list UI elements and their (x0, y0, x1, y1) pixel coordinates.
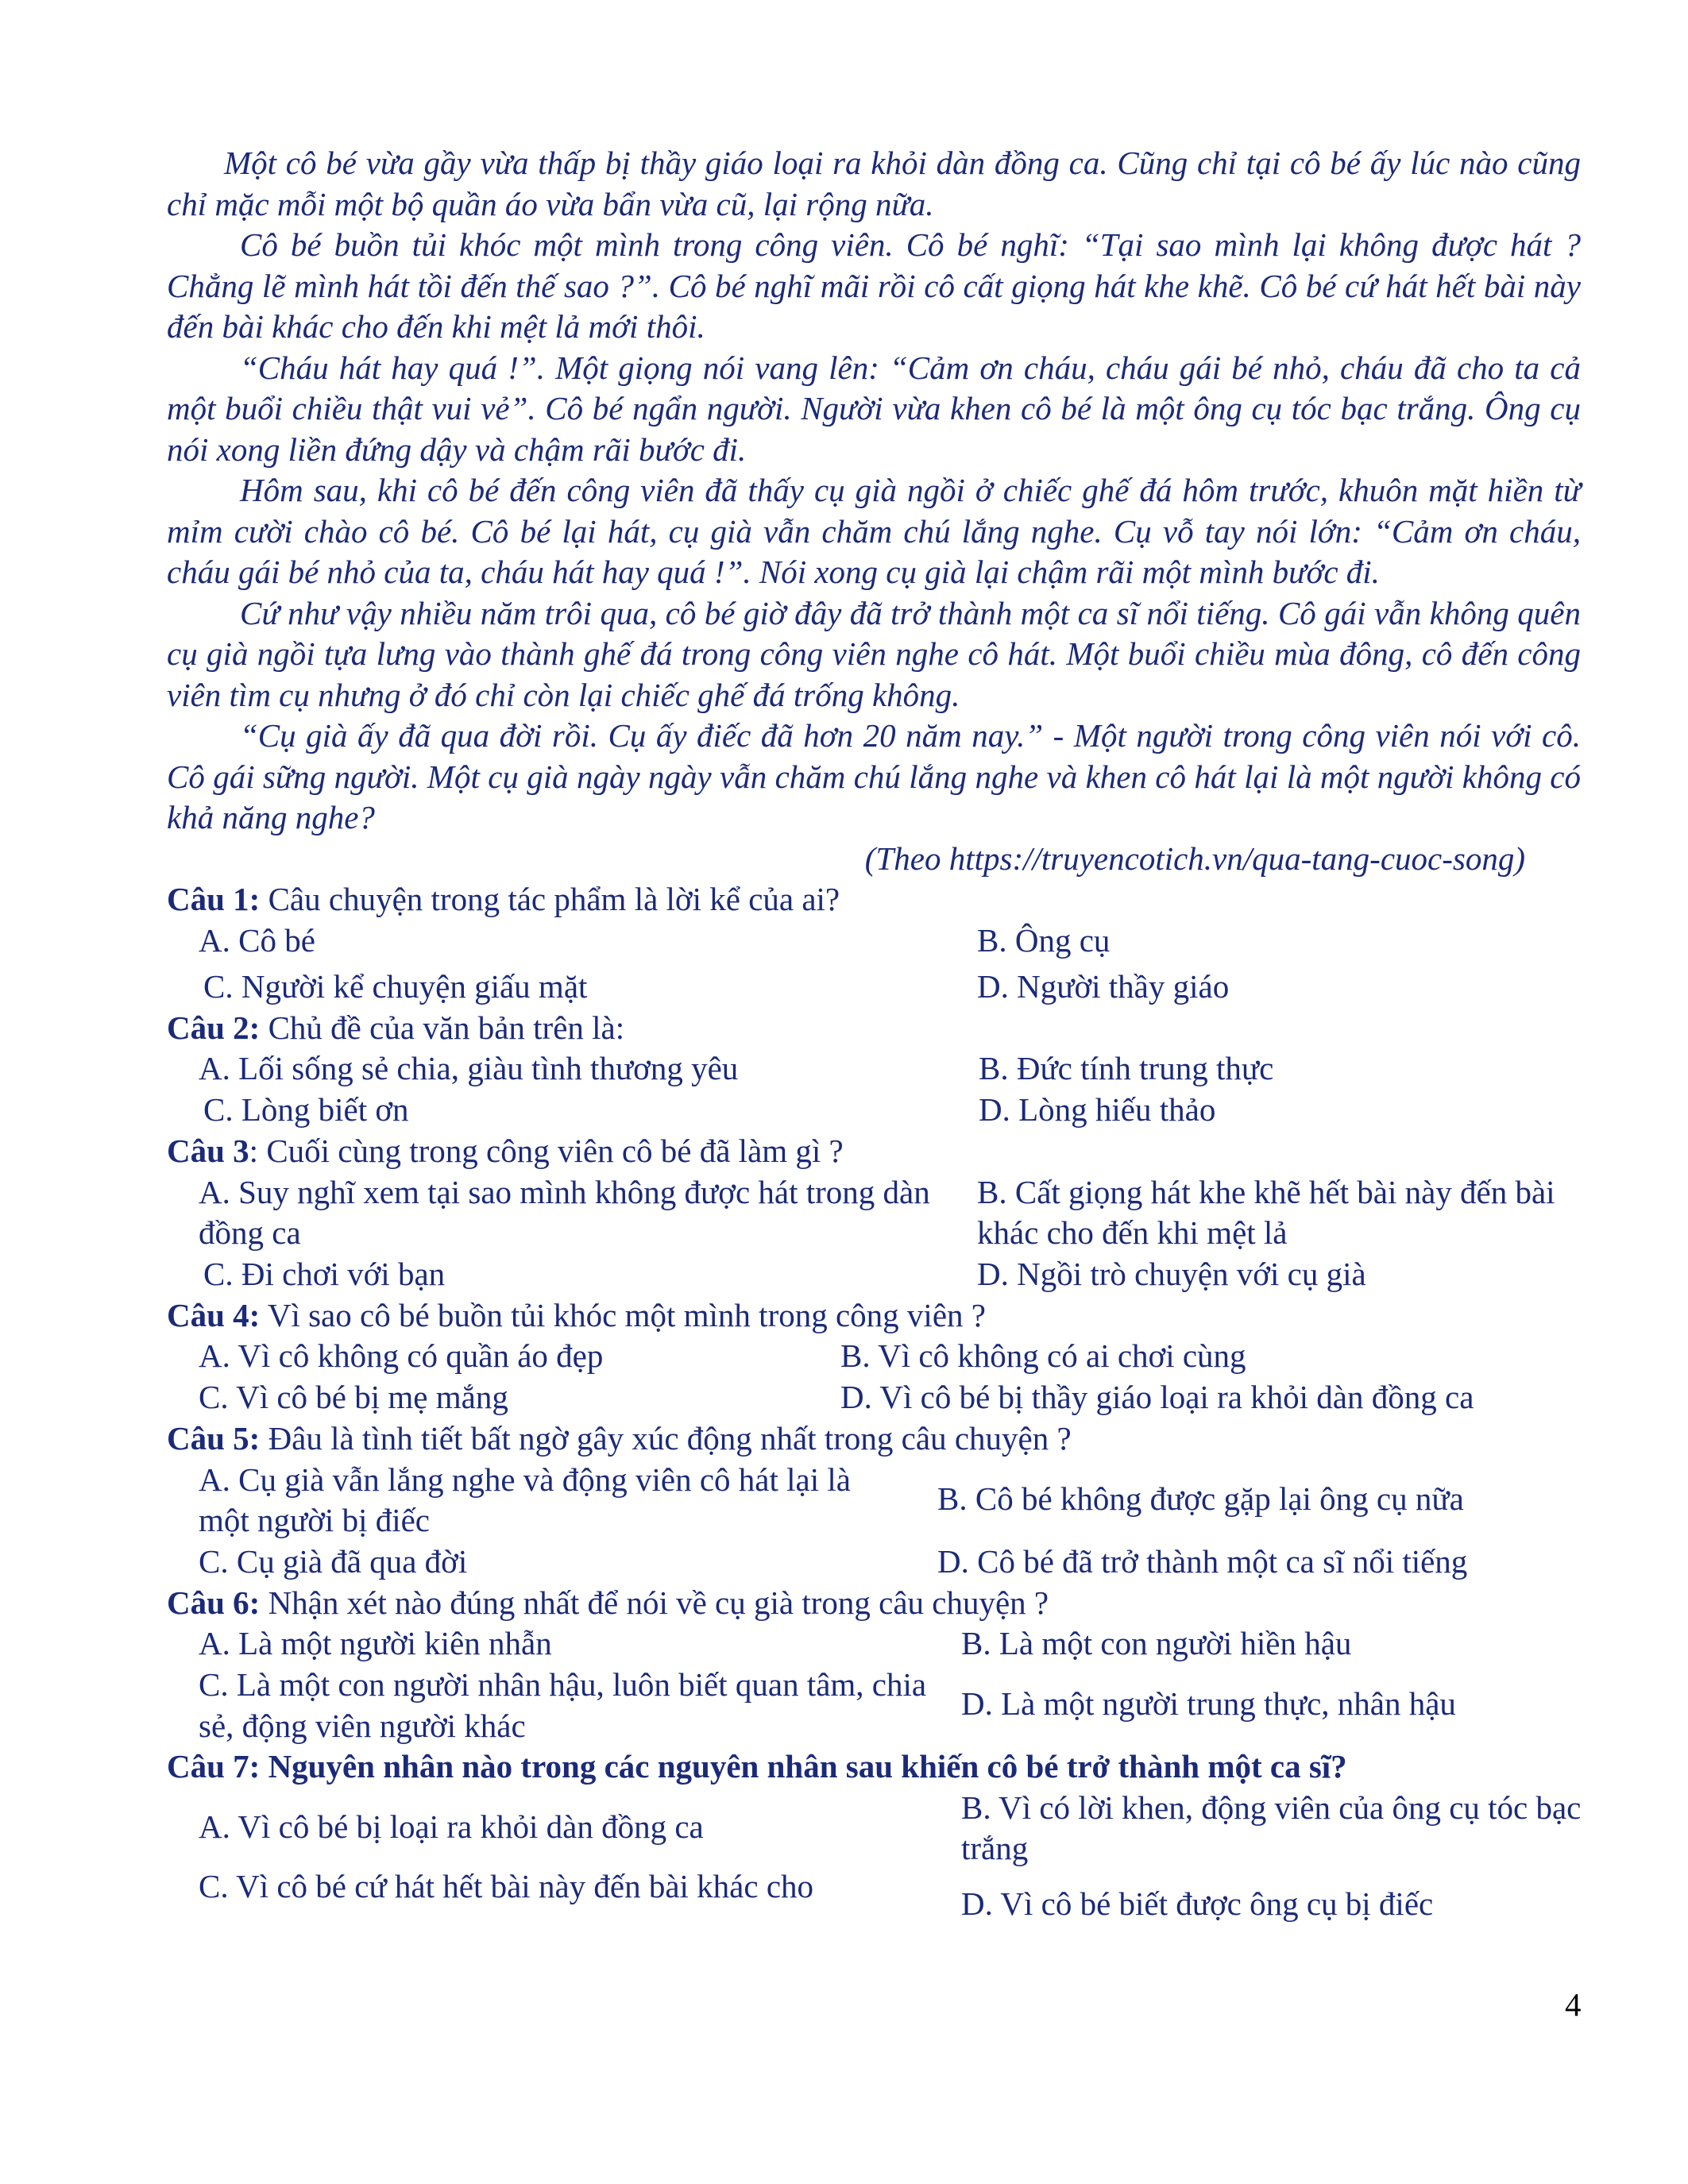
option-a: A. Suy nghĩ xem tại sao mình không được hát trong dàn đồng ca (199, 1173, 930, 1251)
question-label: Câu 2: (167, 1009, 261, 1046)
option-c: C. Là một con người nhân hậu, luôn biết quan tâm, chia sẻ, động viên người khác (199, 1666, 927, 1744)
question-2 (167, 1008, 1581, 1049)
question-label: Câu 5: (167, 1420, 261, 1457)
story-paragraph: Một cô bé vừa gầy vừa thấp bị thầy giáo loại ra khỏi dàn đồng ca. Cũng chỉ tại cô bé ấy lúc nào cũng chỉ mặc mỗi một bộ quần áo vừa bẩn vừa cũ, lại rộng nữa. (167, 145, 1581, 222)
option-d: D. Vì cô bé bị thầy giáo loại ra khỏi dàn đồng ca (840, 1379, 1474, 1415)
question-text: Vì sao cô bé buồn tủi khóc một mình trong công viên ? (260, 1296, 986, 1333)
question-6 (167, 1583, 1581, 1624)
option-c: C. Vì cô bé bị mẹ mắng (199, 1379, 508, 1415)
question-label: Câu 4: (167, 1296, 261, 1333)
options-row (167, 1788, 1581, 1870)
option-b: B. Vì cô không có ai chơi cùng (840, 1337, 1246, 1374)
option-b: B. Cô bé không được gặp lại ông cụ nữa (937, 1480, 1464, 1517)
question-text: Đâu là tình tiết bất ngờ gây xúc động nhất trong câu chuyện ? (260, 1420, 1072, 1457)
story-paragraph: “Cháu hát hay quá !”. Một giọng nói vang lên: “Cảm ơn cháu, cháu gái bé nhỏ, cháu đã cho ta cả một buổi chiều thật vui vẻ”. Cô bé ngẩn người. Người vừa khen cô bé là một ông cụ tóc bạc trắng. Ông cụ nói xong liền đứng dậy và chậm rãi bước đi. (167, 349, 1581, 468)
story-paragraph: Hôm sau, khi cô bé đến công viên đã thấy cụ già ngồi ở chiếc ghế đá hôm trước, khuôn mặt hiền từ mỉm cười chào cô bé. Cô bé lại hát, cụ già vẫn chăm chú lắng nghe. Cụ vỗ tay nói lớn: “Cảm ơn cháu, cháu gái bé nhỏ của ta, cháu hát hay quá !”. Nói xong cụ già lại chậm rãi một mình bước đi. (167, 472, 1581, 590)
page-number: 4 (1565, 1986, 1582, 2023)
option-d: D. Ngồi trò chuyện với cụ già (977, 1255, 1366, 1292)
option-c: C. Đi chơi với bạn (203, 1255, 446, 1292)
option-d: D. Lòng hiếu thảo (979, 1091, 1216, 1128)
options-row (167, 920, 1581, 962)
question-text: : Cuối cùng trong công viên cô bé đã làm gì ? (249, 1133, 844, 1169)
option-c: C. Lòng biết ơn (203, 1091, 409, 1128)
options-row (167, 1172, 1581, 1254)
option-c: C. Cụ già đã qua đời (199, 1542, 468, 1580)
question-text: Câu chuyện trong tác phẩm là lời kể của ai? (260, 881, 840, 917)
option-a: A. Cô bé (199, 921, 315, 959)
question-label: Câu 3 (167, 1133, 249, 1169)
option-b: B. Đức tính trung thực (979, 1050, 1274, 1086)
option-d: D. Là một người trung thực, nhân hậu (961, 1685, 1456, 1722)
question-5 (167, 1418, 1581, 1460)
option-b: B. Ông cụ (977, 921, 1111, 959)
options-row (167, 1623, 1581, 1665)
option-d: D. Vì cô bé biết được ông cụ bị điếc (961, 1885, 1434, 1922)
option-a: A. Vì cô bé bị loại ra khỏi dàn đồng ca (199, 1808, 704, 1845)
option-d: D. Người thầy giáo (977, 967, 1230, 1005)
option-c: C. Vì cô bé cứ hát hết bài này đến bài khác cho (199, 1867, 814, 1904)
options-row (167, 1867, 1581, 1925)
story-paragraph: Cứ như vậy nhiều năm trôi qua, cô bé giờ đây đã trở thành một ca sĩ nổi tiếng. Cô gái vẫn không quên cụ già ngồi tựa lưng vào thành ghế đá trong công viên nghe cô hát. Một buổi chiều mùa đông, cô đến công viên tìm cụ nhưng ở đó chỉ còn lại chiếc ghế đá trống không. (167, 594, 1581, 713)
option-b: B. Vì có lời khen, động viên của ông cụ tóc bạc trắng (961, 1788, 1582, 1866)
option-a: A. Cụ già vẫn lắng nghe và động viên cô hát lại là một người bị điếc (199, 1461, 851, 1538)
options-row (167, 1377, 1581, 1418)
option-a: A. Là một người kiên nhẫn (199, 1625, 552, 1661)
option-a: A. Vì cô không có quần áo đẹp (199, 1337, 604, 1374)
story-text (167, 143, 1581, 839)
options-row (167, 967, 1581, 1008)
options-row (167, 1542, 1581, 1583)
question-7 (167, 1746, 1581, 1788)
option-d: D. Cô bé đã trở thành một ca sĩ nổi tiếng (937, 1542, 1468, 1580)
options-row (167, 1090, 1581, 1131)
question-label: Câu 7: Nguyên nhân nào trong các nguyên nhân sau khiến cô bé trở thành một ca sĩ? (167, 1748, 1347, 1785)
question-text: Chủ đề của văn bản trên là: (260, 1009, 625, 1046)
question-1 (167, 879, 1581, 920)
options-row (167, 1254, 1581, 1295)
story-paragraph: Cô bé buồn tủi khóc một mình trong công viên. Cô bé nghĩ: “Tại sao mình lại không được hát ? Chẳng lẽ mình hát tồi đến thế sao ?”. Cô bé nghĩ mãi rồi cô cất giọng hát khe khẽ. Cô bé cứ hát hết bài này đến bài khác cho đến khi mệt lả mới thôi. (167, 226, 1581, 345)
options-row (167, 1460, 1581, 1542)
options-row (167, 1048, 1581, 1090)
option-b: B. Là một con người hiền hậu (961, 1625, 1352, 1661)
option-c: C. Người kể chuyện giấu mặt (203, 967, 588, 1005)
options-row (167, 1336, 1581, 1377)
document-page (167, 143, 1581, 1925)
question-3 (167, 1131, 1581, 1172)
question-label: Câu 1: (167, 881, 261, 917)
question-text: Nhận xét nào đúng nhất để nói về cụ già trong câu chuyện ? (260, 1584, 1049, 1621)
question-label: Câu 6: (167, 1584, 261, 1621)
options-row (167, 1665, 1581, 1746)
option-b: B. Cất giọng hát khe khẽ hết bài này đến bài khác cho đến khi mệt lả (977, 1173, 1555, 1251)
option-a: A. Lối sống sẻ chia, giàu tình thương yêu (199, 1050, 739, 1086)
story-paragraph: “Cụ già ấy đã qua đời rồi. Cụ ấy điếc đã hơn 20 năm nay.” - Một người trong công viên nói với cô. Cô gái sững người. Một cụ già ngày ngày vẫn chăm chú lắng nghe và khen cô hát lại là một người không có khả năng nghe? (167, 717, 1581, 835)
question-4 (167, 1295, 1581, 1337)
story-source: (Theo https://truyencotich.vn/qua-tang-cuoc-song) (864, 839, 1525, 877)
